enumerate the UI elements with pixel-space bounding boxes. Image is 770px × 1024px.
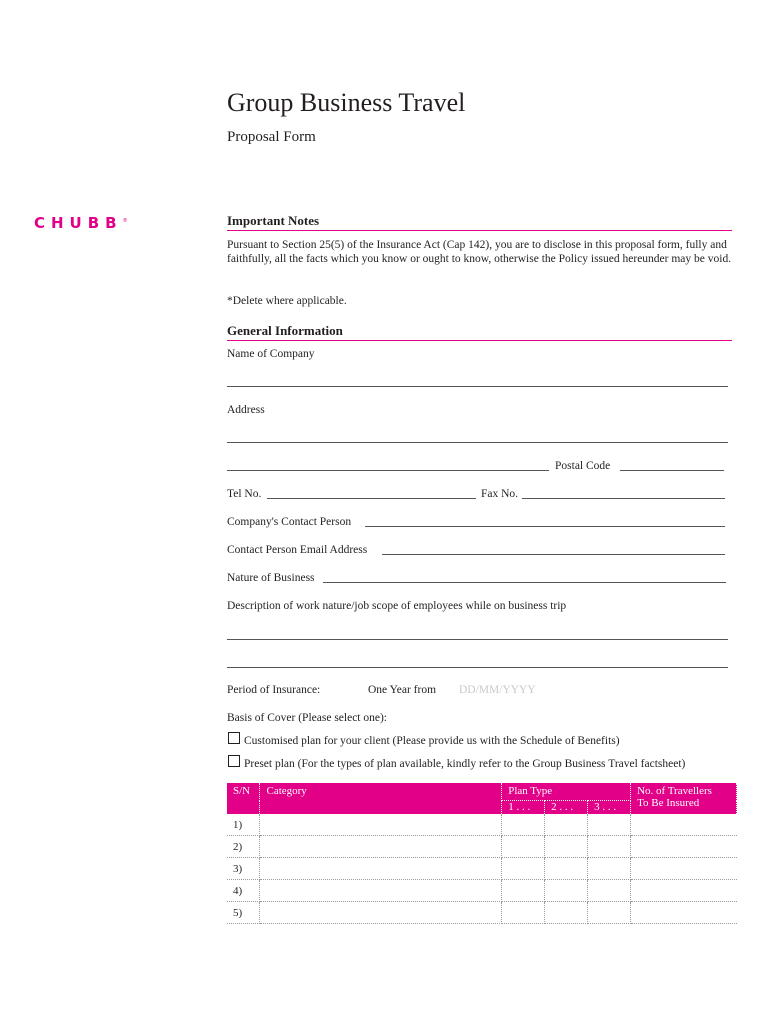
logo-text: CHUBB <box>34 214 123 232</box>
table-row <box>227 814 737 836</box>
table-header-row <box>227 783 737 801</box>
tel-field[interactable] <box>267 498 476 499</box>
nature-of-business-field[interactable] <box>323 582 726 583</box>
travellers-header-line-1: No. of Travellers <box>637 785 712 797</box>
table-row <box>227 836 737 858</box>
category-header: Category <box>260 783 502 814</box>
plan-type-3: 3 . . . <box>588 801 631 815</box>
fax-field[interactable] <box>522 498 725 499</box>
company-name-label: Name of Company <box>227 348 315 360</box>
address-line-2-field[interactable] <box>227 470 549 471</box>
fax-label: Fax No. <box>481 488 519 500</box>
customised-plan-checkbox[interactable] <box>228 732 240 744</box>
postal-code-label: Postal Code <box>555 460 611 472</box>
table-row <box>227 902 737 924</box>
travellers-cell[interactable] <box>631 902 737 924</box>
travellers-cell[interactable] <box>631 858 737 880</box>
basis-of-cover-label: Basis of Cover (Please select one): <box>227 712 387 724</box>
preset-plan-label: Preset plan (For the types of plan available, kindly refer to the Group Business Travel factsheet) <box>244 758 686 770</box>
travellers-header-line-2: To Be Insured <box>637 797 700 809</box>
form-title: Group Business Travel <box>227 88 466 117</box>
email-label: Contact Person Email Address <box>227 544 368 556</box>
category-cell[interactable] <box>260 836 502 858</box>
contact-person-label: Company's Contact Person <box>227 516 352 528</box>
plan-2-cell[interactable] <box>545 836 588 858</box>
period-label: Period of Insurance: <box>227 684 321 696</box>
important-notes-text: Pursuant to Section 25(5) of the Insurance Act (Cap 142), you are to disclose in this proposal form, fully and faithfully, all the facts which you know or ought to know, otherwise the Policy issued hereunder may be void. <box>227 239 732 265</box>
plan-1-cell[interactable] <box>502 836 545 858</box>
tel-label: Tel No. <box>227 488 262 500</box>
period-date-field[interactable]: DD/MM/YYYY <box>459 684 536 696</box>
plan-3-cell[interactable] <box>588 814 631 836</box>
customised-plan-label: Customised plan for your client (Please provide us with the Schedule of Benefits) <box>244 735 620 747</box>
plan-3-cell[interactable] <box>588 836 631 858</box>
chubb-logo <box>34 214 128 232</box>
address-label: Address <box>227 404 265 416</box>
row-number: 5) <box>227 902 260 924</box>
table-row <box>227 880 737 902</box>
work-description-label: Description of work nature/job scope of employees while on business trip <box>227 600 567 612</box>
table-row <box>227 858 737 880</box>
category-cell[interactable] <box>260 902 502 924</box>
plan-1-cell[interactable] <box>502 858 545 880</box>
plan-table <box>227 783 737 924</box>
travellers-cell[interactable] <box>631 814 737 836</box>
category-cell[interactable] <box>260 880 502 902</box>
plan-3-cell[interactable] <box>588 858 631 880</box>
contact-person-field[interactable] <box>365 526 725 527</box>
category-cell[interactable] <box>260 814 502 836</box>
plan-type-header: Plan Type <box>502 783 631 801</box>
address-line-1-field[interactable] <box>227 442 728 443</box>
plan-1-cell[interactable] <box>502 902 545 924</box>
period-from-label: One Year from <box>368 684 437 696</box>
plan-2-cell[interactable] <box>545 902 588 924</box>
travellers-cell[interactable] <box>631 836 737 858</box>
travellers-header <box>631 783 737 814</box>
sn-header: S/N <box>227 783 260 814</box>
row-number: 4) <box>227 880 260 902</box>
plan-type-1: 1 . . . <box>502 801 545 815</box>
company-name-field[interactable] <box>227 386 728 387</box>
form-subtitle: Proposal Form <box>227 129 316 145</box>
plan-2-cell[interactable] <box>545 880 588 902</box>
postal-code-field[interactable] <box>620 470 724 471</box>
plan-3-cell[interactable] <box>588 880 631 902</box>
important-notes-heading: Important Notes <box>227 213 732 231</box>
row-number: 1) <box>227 814 260 836</box>
general-information-heading: General Information <box>227 323 732 341</box>
row-number: 3) <box>227 858 260 880</box>
plan-1-cell[interactable] <box>502 880 545 902</box>
delete-note: *Delete where applicable. <box>227 295 347 307</box>
nature-of-business-label: Nature of Business <box>227 572 315 584</box>
travellers-cell[interactable] <box>631 880 737 902</box>
email-field[interactable] <box>382 554 725 555</box>
category-cell[interactable] <box>260 858 502 880</box>
row-number: 2) <box>227 836 260 858</box>
plan-type-2: 2 . . . <box>545 801 588 815</box>
preset-plan-checkbox[interactable] <box>228 755 240 767</box>
plan-3-cell[interactable] <box>588 902 631 924</box>
plan-1-cell[interactable] <box>502 814 545 836</box>
plan-2-cell[interactable] <box>545 858 588 880</box>
work-description-line-2[interactable] <box>227 667 728 668</box>
work-description-line-1[interactable] <box>227 639 728 640</box>
registered-mark: ® <box>122 218 128 224</box>
plan-2-cell[interactable] <box>545 814 588 836</box>
